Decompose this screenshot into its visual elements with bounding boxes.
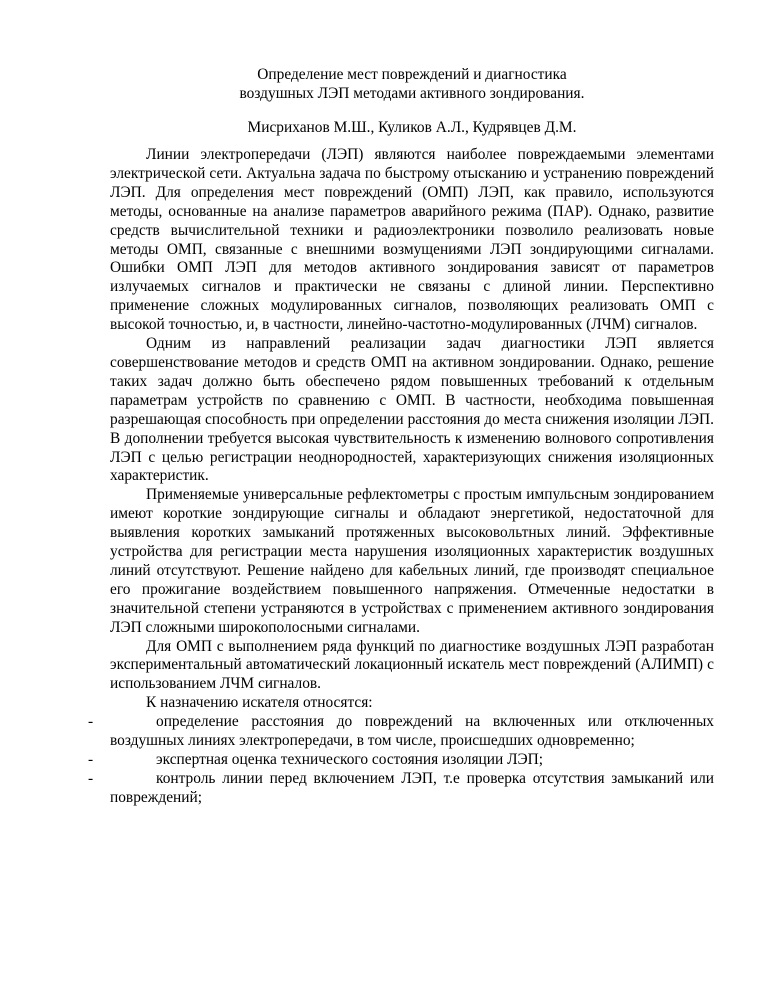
purpose-list bbox=[88, 713, 714, 808]
title-line-1: Определение мест повреждений и диагностика bbox=[257, 66, 567, 83]
list-item-text: определение расстояния до повреждений на включенных или отключенных воздушных линиях электропередачи, в том числе, происшедших одновременно; bbox=[110, 713, 714, 750]
list-item-text: экспертная оценка технического состояния изоляции ЛЭП; bbox=[156, 751, 544, 768]
list-dash: - bbox=[88, 769, 94, 787]
title-line-2: воздушных ЛЭП методами активного зондирования. bbox=[239, 85, 585, 102]
paragraph-5: К назначению искателя относятся: bbox=[146, 694, 373, 712]
document-body bbox=[88, 146, 714, 808]
list-item bbox=[88, 713, 714, 751]
document-authors: Мисриханов М.Ш., Куликов А.Л., Кудрявцев Д.М. bbox=[247, 119, 577, 136]
paragraph-2: Одним из направлений реализации задач диагностики ЛЭП является совершенствование методов и средств ОМП на активном зондировании. Однако, решение таких задач должно быть обеспечено рядом повышенных требований к отдельным параметрам устройств по сравнению с ОМП. В частности, необходима повышенная разрешающая способность при определении расстояния до места снижения изоляции ЛЭП. В дополнении требуется высокая чувствительность к изменению волнового сопротивления ЛЭП с целью регистрации неоднородностей, характеризующих снижения изоляционных характеристик. bbox=[110, 335, 714, 485]
document-title bbox=[110, 65, 714, 103]
list-item bbox=[88, 769, 714, 808]
paragraph-3: Применяемые универсальные рефлектометры с простым импульсным зондированием имеют короткие зондирующие сигналы и обладают энергетикой, недостаточной для выявления коротких замыканий протяженных высоковольтных линий. Эффективные устройства для регистрации места нарушения изоляционных характеристик воздушных линий отсутствуют. Решение найдено для кабельных линий, где производят специальное его прожигание воздействием повышенного напряжения. Отмеченные недостатки в значительной степени устраняются в устройствах с применением активного зондирования ЛЭП сложными широкополосными сигналами. bbox=[110, 486, 714, 636]
list-item-text: контроль линии перед включением ЛЭП, т.е проверка отсутствия замыканий или повреждений; bbox=[110, 769, 714, 806]
paragraph-4: Для ОМП с выполнением ряда функций по диагностике воздушных ЛЭП разработан экспериментальный автоматический локационный искатель мест повреждений (АЛИМП) с использованием ЛЧМ сигналов. bbox=[110, 637, 714, 693]
paragraph-1: Линии электропередачи (ЛЭП) являются наиболее повреждаемыми элементами электрической сети. Актуальна задача по быстрому отысканию и устранению повреждений ЛЭП. Для определения мест повреждений (ОМП) ЛЭП, как правило, используются методы, основанные на анализе параметров аварийного режима (ПАР). Однако, развитие средств вычислительной техники и радиоэлектроники позволило реализовать новые методы ОМП, связанные с внешними возмущениями ЛЭП зондирующими сигналами. Ошибки ОМП ЛЭП для методов активного зондирования зависят от параметров излучаемых сигналов и практически не связаны с длиной линии. Перспективно применение сложных модулированных сигналов, позволяющих реализовать ОМП с высокой точностью, и, в частности, линейно-частотно-модулированных (ЛЧМ) сигналов. bbox=[110, 146, 714, 334]
list-dash: - bbox=[88, 713, 94, 731]
list-dash: - bbox=[88, 751, 94, 768]
list-item bbox=[88, 751, 714, 770]
